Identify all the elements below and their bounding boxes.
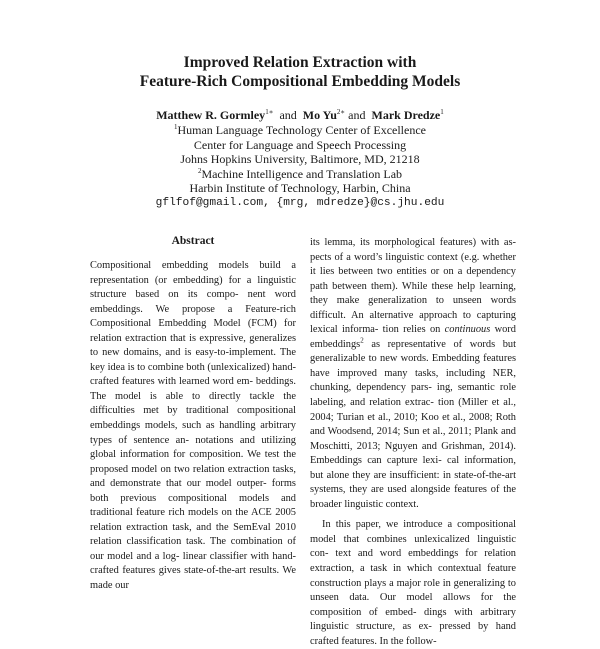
left-column <box>90 234 296 594</box>
abstract-text: Compositional embedding models build a representation (or embedding) for a linguistic structure based on its compo- nent word embeddings. We propose a Feature-rich Compositional Embedding Model (FCM) for relation extraction that is expressive, generalizes to new domains, and is easy-to-implement. The key idea is to combine both (unlexicalized) hand- crafted features with learned word em- beddings. The model is able to directly tackle the difficulties met by traditional compositional embeddings models, such as handling arbitrary types of sentence an- notations and utilizing global information for composition. We test the proposed model on two relation extraction tasks, and demonstrate that our model outper- forms both previous compositional models and traditional feature rich models on the ACE 2005 relation extraction task, and the SemEval 2010 relation classification task. The combination of our model and a log- linear classifier with hand-crafted features gives state-of-the-art results. We made our <box>90 260 297 592</box>
abstract-heading: Abstract <box>171 235 215 247</box>
affiliation-1-sup: 1 <box>173 123 178 131</box>
affiliations <box>0 123 600 211</box>
author-2: Mo Yu <box>302 108 337 122</box>
title-line-1: Improved Relation Extraction with <box>183 54 417 71</box>
author-3: Mark Dredze <box>371 108 441 122</box>
author-2-sup: 2∗ <box>336 108 346 116</box>
author-list <box>0 108 600 123</box>
affiliation-2-line-1: $^2$Machine Intelligence and Translation Lab <box>197 166 403 181</box>
body-paragraph-1: its lemma, its morphological features) with as- pects of a word’s linguistic context (e.g. whether it lies between two entities or on a dependency path between them). While these help learning, they make generalization to unseen words difficult. An alternative approach to capturing lexical informa- tion relies on continuous word embeddings$^2$ as representative of words but generalizable to new words. Embedding features have improved many tasks, including NER, chunking, dependency pars- ing, semantic role labeling, and relation extrac- tion (Miller et al., 2004; Turian et al., 2010; Koo et al., 2008; Roth and Woodsend, 2014; Sun et al., 2011; Plank and Moschitti, 2013; Nguyen and Grishman, 2014). Embeddings can capture lexi- cal information, but alone they are insufficient: in state-of-the-art systems, they are used alongside features of the broader linguistic context. <box>310 237 517 510</box>
paper-title <box>0 53 600 91</box>
author-and-1: and <box>279 108 297 122</box>
affiliation-2-sup: 2 <box>197 166 202 175</box>
right-column <box>310 236 516 649</box>
emphasis-continuous: continuous <box>444 324 491 336</box>
author-1: Matthew R. Gormley <box>156 108 266 122</box>
email-addresses: gflfof@gmail.com, {mrg, mdredze}@cs.jhu.edu <box>155 196 445 209</box>
author-and-2: and <box>348 108 366 122</box>
author-1-sup: 1∗ <box>265 108 274 116</box>
affiliation-1-line-1: $^1$Human Language Technology Center of Excellence <box>173 123 426 137</box>
affiliation-1-line-3: Johns Hopkins University, Baltimore, MD, 21218 <box>180 152 420 167</box>
affiliation-1-line-2: Center for Language and Speech Processing <box>193 137 407 152</box>
title-line-2: Feature-Rich Compositional Embedding Models <box>139 73 461 90</box>
affiliation-2-line-2: Harbin Institute of Technology, Harbin, China <box>189 181 411 196</box>
author-3-sup: 1 <box>440 108 444 116</box>
body-paragraph-2: In this paper, we introduce a compositional model that combines unlexicalized linguistic con- text and word embeddings for relation extraction, a task in which contextual feature construction plays a major role in generalizing to unseen data. Our model allows for the composition of embed- dings with arbitrary linguistic structure, as ex- pressed by hand crafted features. In the follow- <box>310 519 516 647</box>
footnote-2-marker: 2 <box>360 336 364 345</box>
